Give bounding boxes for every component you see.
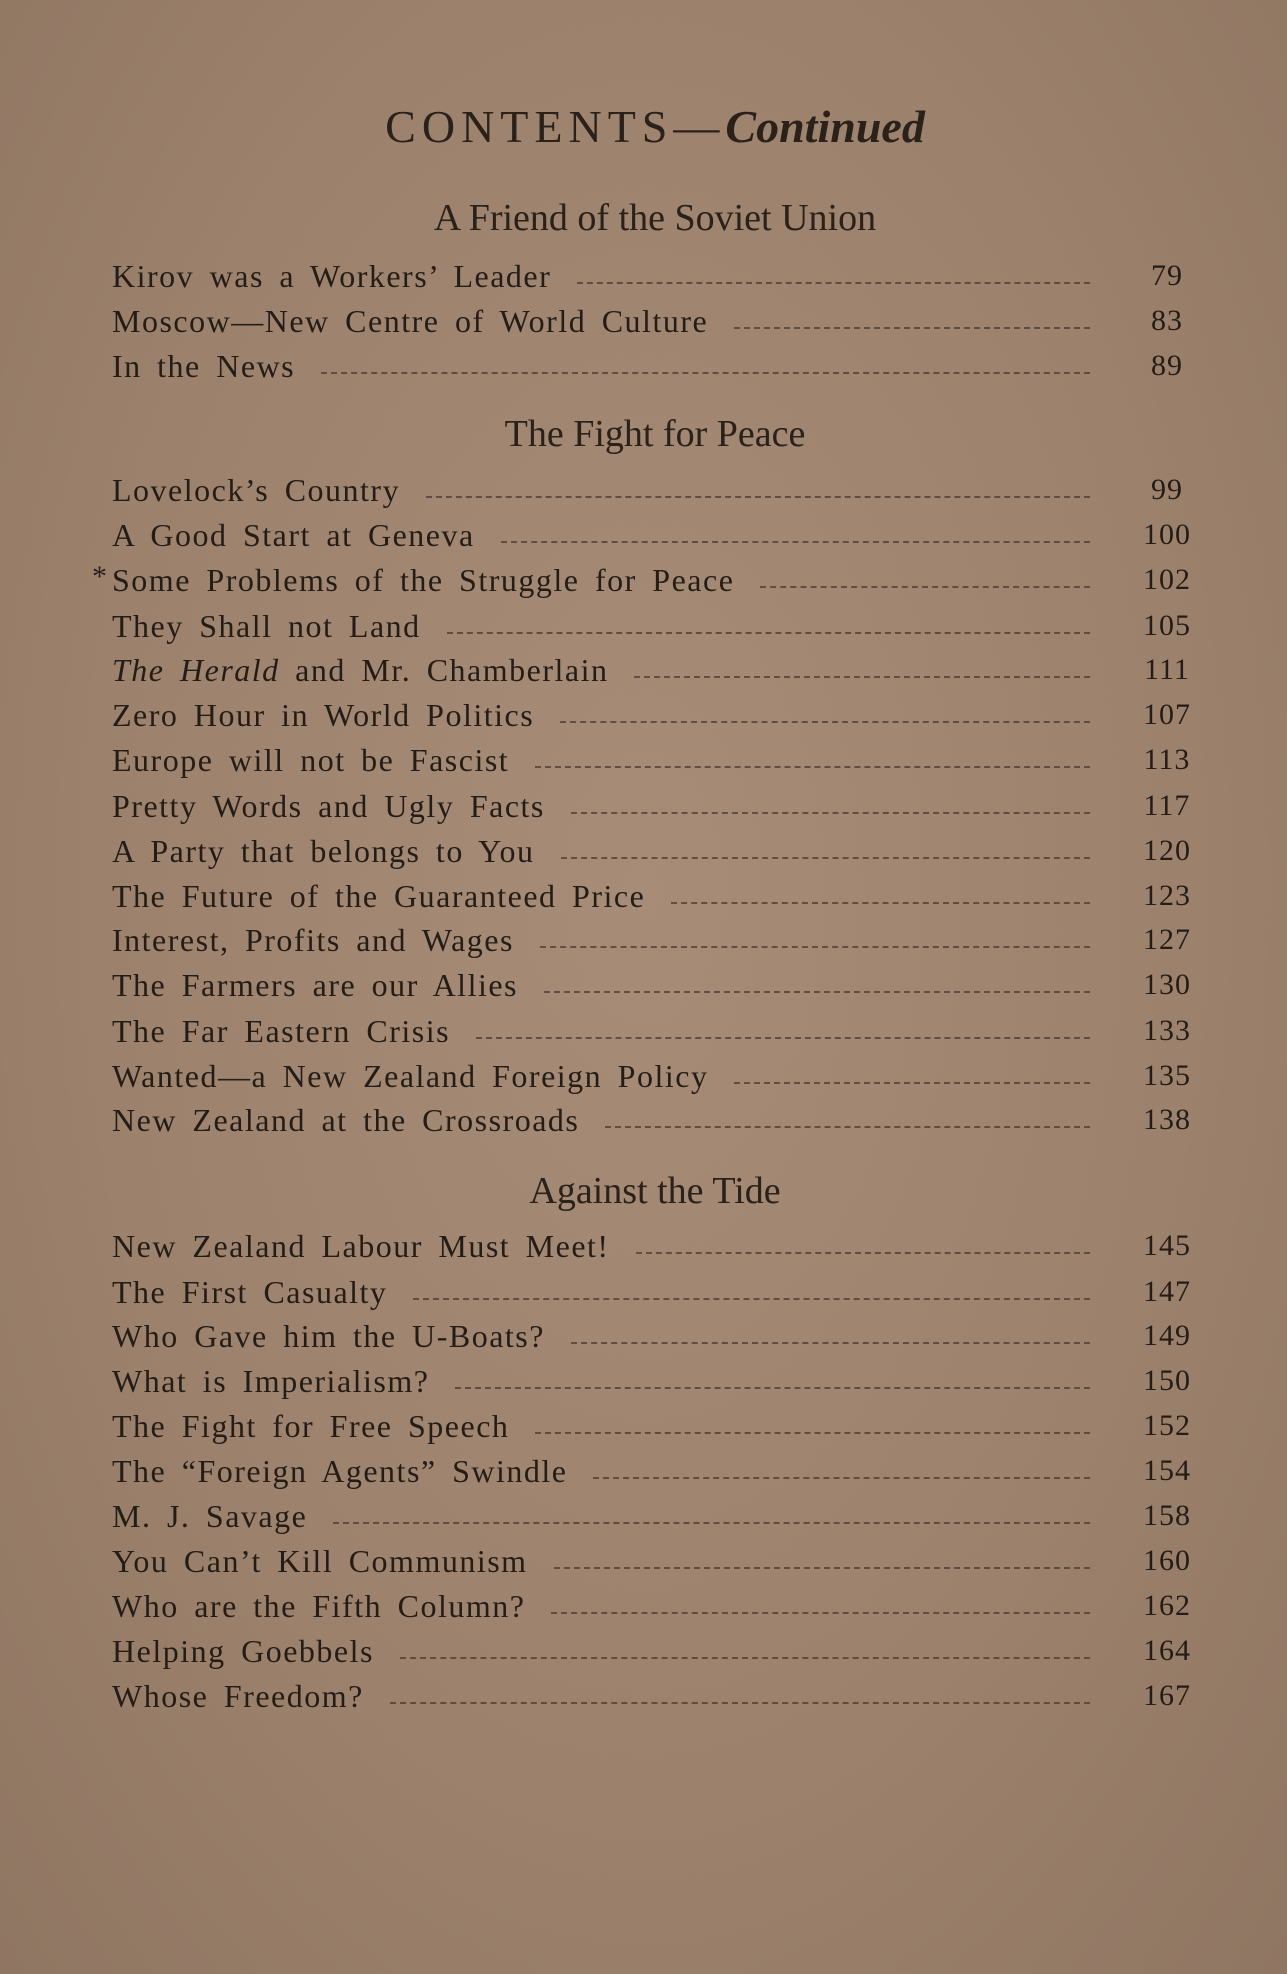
toc-entry[interactable] xyxy=(112,513,1202,557)
entry-title: New Zealand at the Crossroads xyxy=(112,1101,580,1138)
entry-title: New Zealand Labour Must Meet! xyxy=(112,1227,610,1264)
toc-entry[interactable] xyxy=(112,344,1202,388)
entry-page-number: 154 xyxy=(1143,1454,1191,1487)
entry-page-number: 162 xyxy=(1143,1589,1191,1622)
toc-entry[interactable] xyxy=(112,693,1202,737)
section-title-fight-for-peace: The Fight for Peace xyxy=(504,413,806,455)
dot-leader xyxy=(636,1252,1090,1254)
entry-page-number: 102 xyxy=(1143,563,1191,596)
entry-page-number: 105 xyxy=(1143,609,1191,642)
entry-page-number: 135 xyxy=(1143,1059,1191,1092)
dot-leader xyxy=(447,632,1090,634)
entry-title: The Fight for Free Speech xyxy=(112,1407,510,1444)
toc-entry[interactable] xyxy=(112,874,1202,918)
dot-leader xyxy=(554,1567,1090,1569)
toc-entry[interactable] xyxy=(112,1404,1202,1448)
toc-entry[interactable] xyxy=(112,1629,1202,1673)
entry-page-number: 89 xyxy=(1151,349,1183,382)
entry-title: A Party that belongs to You xyxy=(112,832,535,869)
toc-entry[interactable] xyxy=(112,558,1202,602)
entry-page-number: 152 xyxy=(1143,1409,1191,1442)
entry-title: Whose Freedom? xyxy=(112,1677,364,1714)
dot-leader xyxy=(593,1477,1090,1479)
entry-page-number: 145 xyxy=(1143,1229,1191,1262)
entry-page-number: 167 xyxy=(1143,1679,1191,1712)
entry-page-number: 117 xyxy=(1143,789,1191,822)
dot-leader xyxy=(560,721,1090,723)
entry-page-number: 111 xyxy=(1144,653,1190,686)
dot-leader xyxy=(734,327,1090,329)
dot-leader xyxy=(535,1432,1090,1434)
entry-page-number: 123 xyxy=(1143,879,1191,912)
toc-entry[interactable] xyxy=(112,604,1202,648)
toc-entry[interactable] xyxy=(112,299,1202,343)
title-continued: Continued xyxy=(725,101,925,152)
toc-entry[interactable] xyxy=(112,1674,1202,1718)
dot-leader xyxy=(561,857,1090,859)
toc-entry[interactable] xyxy=(112,1009,1202,1053)
dot-leader xyxy=(634,676,1090,678)
dot-leader xyxy=(671,902,1090,904)
entry-page-number: 107 xyxy=(1143,698,1191,731)
entry-title xyxy=(112,652,634,689)
entry-page-number: 127 xyxy=(1143,923,1191,956)
title-main: CONTENTS xyxy=(385,101,674,152)
entry-title: Kirov was a Workers’ Leader xyxy=(112,257,552,294)
toc-entry[interactable] xyxy=(112,1224,1202,1268)
entry-title: The Far Eastern Crisis xyxy=(112,1012,451,1049)
entry-page-number: 150 xyxy=(1143,1364,1191,1397)
entry-page-number: 147 xyxy=(1143,1275,1191,1308)
dot-leader xyxy=(605,1126,1090,1128)
entry-page-number: 100 xyxy=(1143,518,1191,551)
entry-page-number: 149 xyxy=(1143,1319,1191,1352)
entry-title: Lovelock’s Country xyxy=(112,471,401,508)
entry-title: The Farmers are our Allies xyxy=(112,966,518,1003)
toc-entry[interactable] xyxy=(112,738,1202,782)
entry-page-number: 120 xyxy=(1143,834,1191,867)
section-title-friend-of-soviet-union: A Friend of the Soviet Union xyxy=(433,197,877,239)
toc-entry[interactable] xyxy=(112,1054,1202,1098)
entry-title: Zero Hour in World Politics xyxy=(112,696,535,733)
dot-leader xyxy=(426,496,1090,498)
dot-leader xyxy=(501,541,1090,543)
entry-title: Who are the Fifth Column? xyxy=(112,1587,526,1624)
entry-page-number: 160 xyxy=(1143,1544,1191,1577)
entry-title: Interest, Profits and Wages xyxy=(112,921,514,958)
toc-entry[interactable] xyxy=(112,1584,1202,1628)
entry-page-number: 164 xyxy=(1143,1634,1191,1667)
entry-title: You Can’t Kill Communism xyxy=(112,1542,528,1579)
dot-leader xyxy=(333,1522,1090,1524)
entry-title: Helping Goebbels xyxy=(112,1632,374,1669)
toc-entry[interactable] xyxy=(112,1449,1202,1493)
dot-leader xyxy=(455,1387,1090,1389)
entry-page-number: 130 xyxy=(1143,968,1191,1001)
entry-title: The Future of the Guaranteed Price xyxy=(112,877,646,914)
entry-title: Moscow—New Centre of World Culture xyxy=(112,302,709,339)
dot-leader xyxy=(390,1702,1090,1704)
entry-page-number: 113 xyxy=(1143,743,1191,776)
entry-title-italic: The Herald xyxy=(112,651,280,688)
toc-entry[interactable] xyxy=(112,1539,1202,1583)
toc-entry[interactable] xyxy=(112,1314,1202,1358)
entry-title: Who Gave him the U-Boats? xyxy=(112,1317,545,1354)
asterisk-mark: * xyxy=(92,560,107,593)
entry-title: The “Foreign Agents” Swindle xyxy=(112,1452,568,1489)
toc-entry[interactable] xyxy=(112,1270,1202,1314)
dot-leader xyxy=(535,766,1090,768)
entry-title: The First Casualty xyxy=(112,1273,388,1310)
entry-title: Wanted—a New Zealand Foreign Policy xyxy=(112,1057,709,1094)
dot-leader xyxy=(571,812,1090,814)
title-dash: — xyxy=(673,101,726,152)
dot-leader xyxy=(577,282,1090,284)
toc-entry[interactable] xyxy=(112,784,1202,828)
toc-entry[interactable] xyxy=(112,254,1202,298)
entry-page-number: 99 xyxy=(1151,473,1183,506)
entry-page-number: 83 xyxy=(1151,304,1183,337)
page-title xyxy=(0,100,1287,153)
toc-entry[interactable] xyxy=(112,1098,1202,1142)
entry-page-number: 133 xyxy=(1143,1014,1191,1047)
section-title-against-the-tide: Against the Tide xyxy=(529,1170,781,1212)
dot-leader xyxy=(413,1298,1090,1300)
entry-title: M. J. Savage xyxy=(112,1497,308,1534)
entry-title: Pretty Words and Ugly Facts xyxy=(112,787,545,824)
dot-leader xyxy=(476,1037,1090,1039)
toc-entry[interactable] xyxy=(112,468,1202,512)
dot-leader xyxy=(400,1657,1090,1659)
entry-title: A Good Start at Geneva xyxy=(112,516,475,553)
dot-leader xyxy=(734,1082,1090,1084)
entry-title: In the News xyxy=(112,347,296,384)
toc-entry[interactable] xyxy=(112,648,1202,692)
toc-entry[interactable] xyxy=(112,963,1202,1007)
dot-leader xyxy=(551,1612,1090,1614)
toc-entry[interactable] xyxy=(112,1359,1202,1403)
entry-title: What is Imperialism? xyxy=(112,1362,430,1399)
entry-page-number: 79 xyxy=(1151,259,1183,292)
entry-page-number: 158 xyxy=(1143,1499,1191,1532)
entry-page-number: 138 xyxy=(1143,1103,1191,1136)
dot-leader xyxy=(760,586,1090,588)
dot-leader xyxy=(321,372,1090,374)
entry-title: They Shall not Land xyxy=(112,607,421,644)
dot-leader xyxy=(540,946,1090,948)
toc-entry[interactable] xyxy=(112,918,1202,962)
entry-title: Europe will not be Fascist xyxy=(112,741,510,778)
entry-title-rest: and Mr. Chamberlain xyxy=(279,651,609,688)
toc-entry[interactable] xyxy=(112,829,1202,873)
toc-entry[interactable] xyxy=(112,1494,1202,1538)
dot-leader xyxy=(544,991,1090,993)
dot-leader xyxy=(571,1342,1090,1344)
entry-title: Some Problems of the Struggle for Peace xyxy=(112,561,735,598)
